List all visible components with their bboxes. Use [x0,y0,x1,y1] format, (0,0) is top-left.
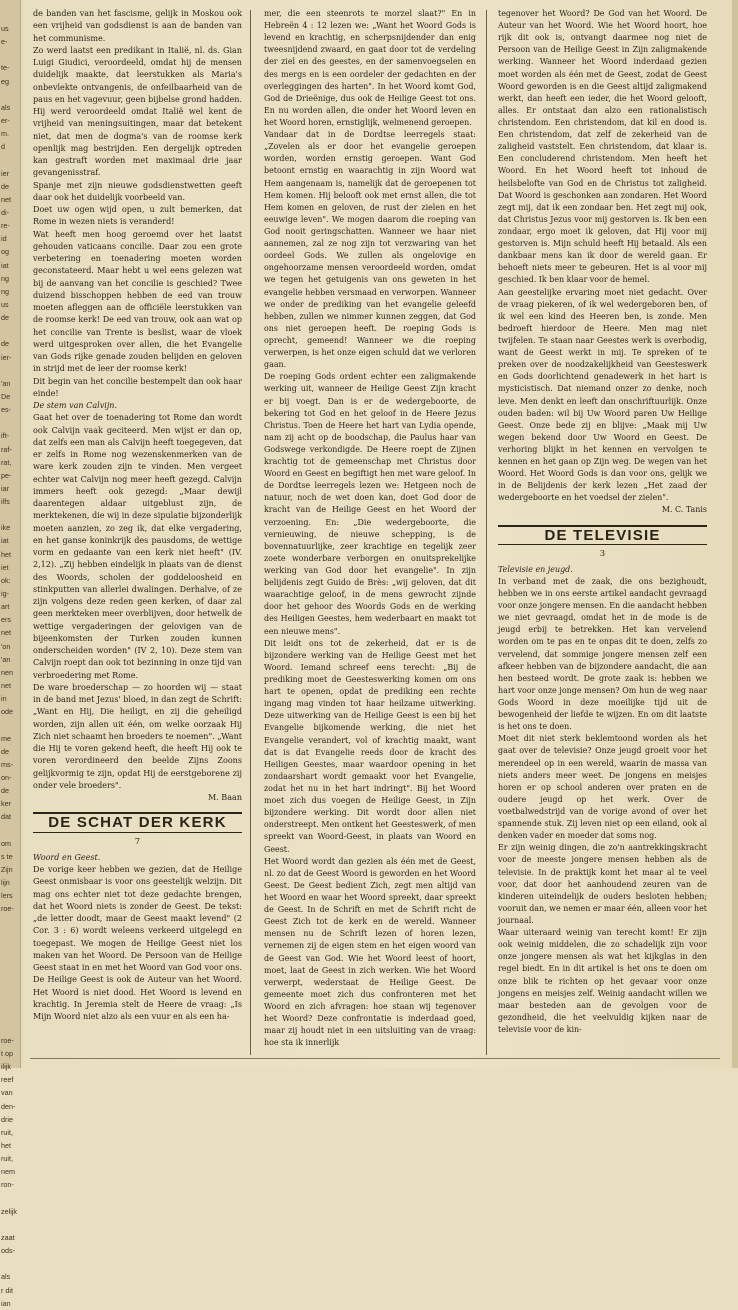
margin-fragment [1,824,18,837]
margin-fragment: ilfs [1,497,10,507]
margin-fragment: nen [1,667,13,677]
signature-tanis: M. C. Tanis [661,505,707,515]
margin-fragment [1,48,18,61]
margin-fragment: de [1,746,9,756]
margin-fragment: dat [1,812,11,822]
section-number-3: 3 [599,548,606,559]
section-header-schat: DE SCHAT DER KERK [33,812,242,832]
margin-fragment [1,968,18,981]
margin-fragment: iar [1,483,9,493]
paragraph: Wat heeft men hoog geroemd over het laatst gehouden vaticaans concilie. Daar zou een grote verbetering en toenadering moeten worden geconstateerd. Maar hebt u wel eens gelezen wat bij de aanvang van het concilie is geschied? Twee duizend bisschoppen hebben de eed van trouw moeten afleggen aan de officiële leerstukken van de roomse kerk! De eed van trouw, ook aan wat op het concilie van Trente is beslist, waar de vloek werd uitgesproken over allen, die het Evangelie van Gods rijke genade zouden belijden en geloven in strijd met de leer der roomse kerk! [33,229,242,374]
margin-fragment [1,1192,18,1205]
margin-fragment: te- [1,63,10,73]
subheading-calvijn: De stem van Calvijn. [33,401,118,410]
margin-fragment: eg [1,76,9,86]
binding-strip [0,0,21,1308]
margin-fragment: er- [1,115,10,125]
paragraph: De ware broederschap — zo hoorden wij — staat in de band met Jezus' bloed, in dan zegt de Schrift: „Want en Hij, Die heiligt, en zij die geheiligd worden, zijn allen uit één, om welke oorzaak Hij Zich niet schaamt hen broeders te noemen". „Want die Hij te voren gekend heeft, die heeft Hij ook te voren verordineerd den beelde Zijns Zoons gelijkvormig te zijn, opdat Hij de eerstgeborene zij onder vele broeders". [33,682,242,790]
bottom-rule [30,1058,720,1059]
margin-fragment: net [1,194,11,204]
paragraph: Dit begin van het concilie bestempelt dan ook haar einde! [33,376,242,398]
paragraph: Aan geestelijke ervaring moet niet gedacht. Over de vraag piekeren, of ik wel wedergeboren ben, of ik wel een kind des Heeren ben, is zonde. Men bedroeft hierdoor de Heere. Men mag niet twijfelen. Te staan naar Geestes werk is overbodig, want de Geest werkt in mij. Te spreken of te preken over de noodzakelijkheid van Geesteswerk en Gods doorlichtend genadewerk in het hart is mysticistisch. Dat niemand onzer zo denke, noch leve. Men denkt en leeft dan onschriftuurlijk. Onze ouden baden: wil bij Uw Woord paren Uw Heilige Geest. Onze bede zij en blijve: „Maak mij Uw wegen bekend door Uw Woord en Geest. De verhoring blijkt in het kennen en vervolgen te kennen en het gaan op Zijn weg. De wegen van het Woord. Het Woord Gods is dan voor ons, gelijk we in de Belijdenis der kerk lezen „Het zaad der wedergeboorte en het voedsel der zielen". [498,287,707,503]
paragraph: Dit leidt ons tot de zekerheid, dat er is de bijzondere werking van de Heilige Geest met het Woord. Iemand schreef eens terecht: „Bij de prediking moet de Geesteswerking komen om ons hart te openen, opdat de prediking een rechte ingang mag vinden tot haar heilzame uitwerking. Deze uitwerking van de Heilige Geest is een bij het Evangelie bijkomende werking, die niet het Evangelie verandert, vol of krachtig maakt, want dat is dat Evangelie reeds door de kracht des Heiligen Geestes, maar waardoor opening in het zondaarshart wordt gemaakt voor het Evangelie, zodat het nu in het hart indringt". Bij het Woord moet zich dus voegen de Heilige Geest, in Zijn bijzondere werking. Dit wordt door allen niet onderstreept. Men ontkent het Geesteswerk, of men spreekt van Woord-Geest, in plaats van Woord en Geest. [264,638,476,854]
margin-fragment: art [1,602,10,612]
column-3 [498,8,707,1036]
margin-fragment: id [1,234,7,244]
margin-fragment: net [1,681,11,691]
left-margin-fragments [1,22,18,1310]
margin-fragment: de [1,339,9,349]
margin-fragment: om [1,838,11,848]
margin-fragment: ike [1,523,11,533]
margin-fragment: zelijk [1,1206,17,1216]
margin-fragment [1,981,18,994]
margin-fragment: als [1,1272,11,1282]
margin-fragment: in [1,694,7,704]
margin-fragment [1,718,18,731]
paragraph: tegenover het Woord? De God van het Woord. De Auteur van het Woord. Wie het Woord hoort, hoe rijk dit ook is, ontvangt daarmee nog niet de Persoon van de Heilige Geest in Zijn zaligmakende werking. Wanneer het Woord inderdaad gezien moet worden als één met de Geest, zodat de Geest Woord geworden is en die Geest altijd zaligmakend werkt, dan heeft een ieder, die het Woord gelooft, alles. Er ontstaat dan alzo een rationalistisch christendom. Een christendom, dat kil en dood is. Een christendom, dat zelf de zekerheid van de zaligheid vaststelt. Een christendom, dat klaar is. Een concluderend christendom. Men heeft het Woord. En het Woord heeft tot inhoud de heilsbelofte van God en de Christus tot zaligheid. Dat Woord is geschonken aan zondaren. Het Woord zegt mij, dat ik een zondaar ben. Het zegt mij ook, dat Christus Jezus voor mij gestorven is. Ik ben een zondaar, ergo moet ik geloven, dat Hij voor mij gestorven is. Mijn schuld heeft Hij betaald. Als een dankbaar mens kan ik door de wereld gaan. Er behoeft niets meer te gebeuren. Het is al voor mij geschied. Ik ben klaar voor de hemel. [498,9,707,285]
paragraph: mer, die een steenrots te morzel slaat?" En in Hebreën 4 : 12 lezen we: „Want het Woord Gods is levend en krachtig, en scherpsnijdender dan enig tweesnijdend zwaard, en gaat door tot de verdeling der ziel en des geestes, en der samenvoegselen en des mergs en is een oordeler der gedachten en der overleggingen des harten". In het Woord komt God, God de Drieënige, dus ook de Heilige Geest tot ons. En nu worden allen, die onder het Woord leven en het Woord horen, ernstiglijk, welmenend geroepen. [264,9,476,127]
column-1 [33,8,242,1023]
column-1-calvijn [33,412,242,792]
margin-fragment: ilijk [1,1062,11,1072]
margin-fragment: De [1,391,11,401]
margin-fragment: ok: [1,575,11,585]
paragraph: Moet dit niet sterk beklemtoond worden als het gaat over de televisie? Onze jeugd groeit voor het merendeel op in een wereld, waarin de massa van niets anders meer weet. De jongens en meisjes horen er op school anderen over praten en de oudere jeugd op het werk. Over de voetbalwedstrijd van de vorige avond of over het spannende stuk. Zij leven niet op een eiland, ook al denken vader en moeder dat soms nog. [498,734,707,841]
margin-fragment [1,416,18,429]
margin-fragment: ker [1,799,11,809]
margin-fragment: ers [1,615,11,625]
section-header-televisie: DE TELEVISIE [498,525,707,545]
column-3-intro [498,8,707,504]
margin-fragment: us [1,24,9,33]
margin-fragment: Zijn [1,865,13,874]
margin-fragment [1,942,18,955]
paragraph: Vandaar dat in de Dordtse leerregels staat: „Zovelen als er door het evangelie geroepen worden, worden ernstig geroepen. Want God betoont ernstig en waarachtig in zijn Woord wat Hem aangenaam is, namelijk dat de geroepenen tot Hem komen. Hij belooft ook met ernst allen, die tot Hem komen en geloven, de rust der zielen en het eeuwige leven". We mogen daarom die roeping van God nooit geringschatten. Wanneer we haar niet aannemen, zal ze nog zijn tot verzwaring van het oordeel Gods. We zullen als ongelovige en ongehoorzame mensen veroordeeld worden, omdat we tegen het getuigenis van ons geweten in het evangelie hebben versmaad en verworpen. Wanneer we onder de prediking van het evangelie geleefd hebben, zullen we nimmer kunnen zeggen, dat God ons niet geroepen heeft. De roeping Gods is oprecht, gemeend! Wanneer we die roeping verwerpen, is het onze eigen schuld dat we verloren gaan. [264,130,476,370]
margin-fragment: 'an [1,654,11,664]
margin-fragment: het [1,1140,11,1150]
margin-fragment: r dit [1,1285,13,1295]
margin-fragment: me [1,733,11,743]
paragraph: Zo werd laatst een predikant in Italië, nl. ds. Gian Luigi Giudici, veroordeeld, omdat hij de mensen duidelijk maakte, dat leerstukken als Maria's onbevlekte ontvangenis, de onfeilbaarheid van de paus en het vagevuur, geen bijbelse grond hadden. Hij werd veroordeeld omdat Italië wel kent de vrijheid van meningsuitingen, maar dat betekent niet, dat men de dogma's van de roomse kerk openlijk mag bestrijden. Een dergelijk optreden kan gestraft worden met maximaal drie jaar gevangenisstraf. [33,45,242,178]
margin-fragment: us [1,299,9,309]
paragraph: In verband met de zaak, die ons bezighoudt, hebben we in ons eerste artikel aandacht gevraagd voor onze jongere mensen. En die aandacht hebben we niet gevraagd, omdat het in de mode is de jeugd erbij te betrekken. Het kan vervelend worden om te pas en te onpas dit te doen, zelfs zo vervelend, dat sommige jongere mensen zelf een afkeer hebben van de bijzondere aandacht, die aan hen besteed wordt. De grote zaak is: hebben we hart voor onze jonge mensen? Om hun de weg naar Gods Woord in deze moeilijke tijd uit de bewogenheid der liefde te wijzen. En om dit laatste is het ons te doen. [498,576,707,732]
margin-fragment [1,508,18,521]
margin-fragment: di- [1,207,9,217]
subheading-woord-geest: Woord en Geest. [33,852,101,862]
column-1-intro [33,8,242,400]
margin-fragment: het [1,549,11,559]
margin-fragment: ier- [1,352,12,362]
margin-fragment: nem [1,1167,15,1177]
paragraph: de banden van het fascisme, gelijk in Moskou ook een vrijheid van godsdienst is aan de banden van het communisme. [33,9,242,43]
margin-fragment: de [1,786,9,796]
paragraph: De roeping Gods ordent echter een zaligmakende werking uit, wanneer de Heilige Geest Zijn kracht er bij voegt. Dan is er de wedergeboorte, de bekering tot God en het geloof in de Heere Jezus Christus. Toen de Heere het hart van Lydia opende, nam zij acht op de boodschap, die Paulus haar van Godswege verkondigde. De Heere roept de Zijnen krachtig tot de gemeenschap met Christus door Woord en Geest en begiftigt hen met ware geloof. In de Dordtse leerregels lezen we: Hetgeen noch de natuur, noch de wet doen kan, doet God door de kracht van de Heilige Geest en het Woord der verzoening. En: „Die wedergeboorte, die vernieuwing, de nieuwe schepping, is de bovennatuurlijke, zeer krachtige en tegelijk zeer zoete wonderbare verborgen en onuitsprekelijke werking van God door het evangelie". In zijn belijdenis zegt Guido de Brès: „wij geloven, dat dit waarachtige geloof, in de mens gewrocht zijnde door het gehoor des Woords Gods en de werking des Heiligen Geestes, hem wederbaart en maakt tot een nieuwe mens". [264,372,476,636]
margin-fragment: iat [1,260,9,270]
section-number-7: 7 [134,836,141,847]
margin-fragment: roe- [1,904,14,914]
column-2-body [264,8,476,1049]
margin-fragment: 'an [1,378,11,388]
subheading-televisie-jeugd: Televisie en jeugd. [498,564,573,574]
margin-fragment: ods- [1,1246,15,1256]
margin-fragment: lers [1,891,13,901]
margin-fragment: re- [1,221,10,231]
margin-fragment: ian [1,1298,11,1308]
margin-fragment: s te [1,851,13,861]
margin-fragment: den- [1,1101,16,1111]
margin-fragment: iet [1,562,9,572]
column-1-kerk [33,864,242,1023]
margin-fragment [1,1218,18,1231]
margin-fragment: ier [1,168,9,178]
margin-fragment [1,955,18,968]
margin-fragment: ift- [1,431,9,441]
margin-fragment: drie [1,1114,13,1124]
margin-fragment [1,324,18,337]
column-2 [264,8,476,1049]
margin-fragment: t op [1,1048,13,1058]
margin-fragment [1,88,18,101]
signature-baan: M. Baan [207,793,242,802]
margin-fragment: d [1,142,5,152]
margin-fragment: de [1,313,9,323]
margin-fragment: e- [1,37,8,47]
margin-fragment: on- [1,773,12,783]
paragraph: De vorige keer hebben we gezien, dat de Heilige Geest onmisbaar is voor ons geestelijk welzijn. Dit mag ons echter niet tot deze gedachte brengen, dat het Woord niets is zonder de Geest. De tekst: „de letter doodt, maar de Geest maakt levend" (2 Cor. 3 : 6) wordt weleens verkeerd uitgelegd en toegepast. We mogen de Heilige Geest niet los maken van het Woord. De Persoon van de Heilige Geest staat in en met het Woord van God voor ons. De Heilige Geest is ook de Auteur van het Woord. Het Woord is niet dood. Het Woord is levend en krachtig. In Jeremia stelt de Heere de vraag: „Is Mijn Woord niet alzo als een vuur en als een ha- [33,865,242,1021]
margin-fragment [1,153,18,166]
margin-fragment [1,1257,18,1270]
margin-fragment: ode [1,707,13,717]
margin-fragment: zaat [1,1232,15,1242]
margin-fragment: ron- [1,1180,14,1190]
margin-fragment: rat, [1,457,12,467]
margin-fragment: ruit, [1,1154,13,1164]
margin-fragment: iat [1,536,9,546]
column-rule-2 [486,10,487,1055]
margin-fragment: pe- [1,470,12,480]
paragraph: Het Woord wordt dan gezien als één met de Geest, nl. zo dat de Geest Woord is geworden en het Woord Geest. De Geest bedient Zich, zegt men altijd van het Woord en waar het Woord spreekt, daar spreekt de Geest. In de Schrift en met de Schrift richt de Geest Zich tot de kerk en de wereld. Wanneer mensen nu de Schrift lezen of horen lezen, vernemen zij de eigen stem en het eigen woord van de Geest van God. Wie het Woord leest of hoort, moet, laat de Geest in zich werken. Wie het Woord verwerpt, wederstaat de Heilige Geest. De gemeente moet zich dus confronteren met het Woord en zich afvragen: hoe staan wij tegenover het Woord? Deze confrontatie is inderdaad goed, maar zij houdt niet in een uitsluiting van de vraag: hoe sta ik innerlijk [264,856,476,1048]
margin-fragment [1,916,18,929]
margin-fragment [1,1008,18,1021]
margin-fragment: ruit, [1,1127,13,1137]
margin-fragment [1,364,18,377]
margin-fragment: ng [1,273,9,283]
margin-fragment [1,1021,18,1034]
margin-fragment [1,929,18,942]
margin-fragment: reef [1,1075,14,1085]
margin-fragment: net [1,628,11,638]
paragraph: Gaat het over de toenadering tot Rome dan wordt ook Calvijn vaak geciteerd. Men wijst er dan op, dat zelfs een man als Calvijn heeft toegegeven, dat er zelfs in Rome nog wezenskenmerken van de ware kerk zouden zijn te vinden. Men vergeet echter wat Calvijn nog meer heeft gezegd. Calvijn immers heeft ook gezegd: „Maar dewijl daarentegen aldaar uitgeblust zijn, de merktekenen, die wij in deze sipulatie bijzonderlijk moeten aanzien, zo zeg ik, dat elke vergadering, en het ganse koninkrijk des pausdoms, de wettige vorm en gedaante van een kerk niet heeft" (IV. 2,12). „Zij hebben eindelijk in plaats van de dienst des Woords, scholen der goddeloosheid en stinkputten van allerlei dwalingen. Derhalve, of ze zijn volgens deze reden geen kerken, of daar zal geen merkteken meer overblijven, door hetwelk de wettige vergaderingen der gelovigen van de bijeenkomsten der Turken zouden kunnen onderscheiden worden" (IV 2, 10). Deze stem van Calvijn roept dan ook tot bezinning in onze tijd van verbroedering met Rome. [33,413,242,680]
paragraph: Spanje met zijn nieuwe godsdienstwetten geeft daar ook het duidelijk voorbeeld van. [33,180,242,202]
column-rule-1 [250,10,251,1055]
paragraph: Waar uiteraard weinig van terecht komt! Er zijn ook weinig middelen, die zo schadelijk zijn voor onze jongere mensen als wat het kijkglas in den regel biedt. En in dit artikel is het ons te doen om onze blik te richten op het gevaar voor onze jongens en meisjes zelf. Weinig aandacht willen we maar besteden aan de gevolgen voor de gezondheid, die het veelvuldig kijken naar de televisie voor de kin- [498,928,707,1034]
column-3-televisie [498,576,707,1036]
margin-fragment: roe- [1,1035,14,1045]
margin-fragment: als [1,102,11,112]
margin-fragment: 'on [1,641,11,651]
margin-fragment: lijn [1,878,10,888]
margin-fragment: es- [1,405,11,415]
margin-fragment: de [1,181,9,191]
paragraph: Doet uw ogen wijd open, u zult bemerken, dat Rome in wezen niets is veranderd! [33,205,242,227]
margin-fragment: m. [1,129,9,139]
margin-fragment: og [1,247,9,257]
right-edge [732,0,738,1068]
margin-fragment: ms- [1,759,13,769]
margin-fragment: ig- [1,589,9,599]
paragraph: Er zijn weinig dingen, die zo'n aantrekkingskracht voor de meeste jongere mensen hebben als de televisie. In de praktijk komt het maar al te veel voor, dat door het aanhoudend zeuren van de kinderen uiteindelijk de ouders besloten hebben; vooruit dan, we nemen er maar één, alleen voor het journaal. [498,843,707,925]
margin-fragment: van [1,1088,13,1098]
margin-fragment: raf- [1,444,12,454]
margin-fragment [1,994,18,1007]
margin-fragment: ng [1,286,9,296]
